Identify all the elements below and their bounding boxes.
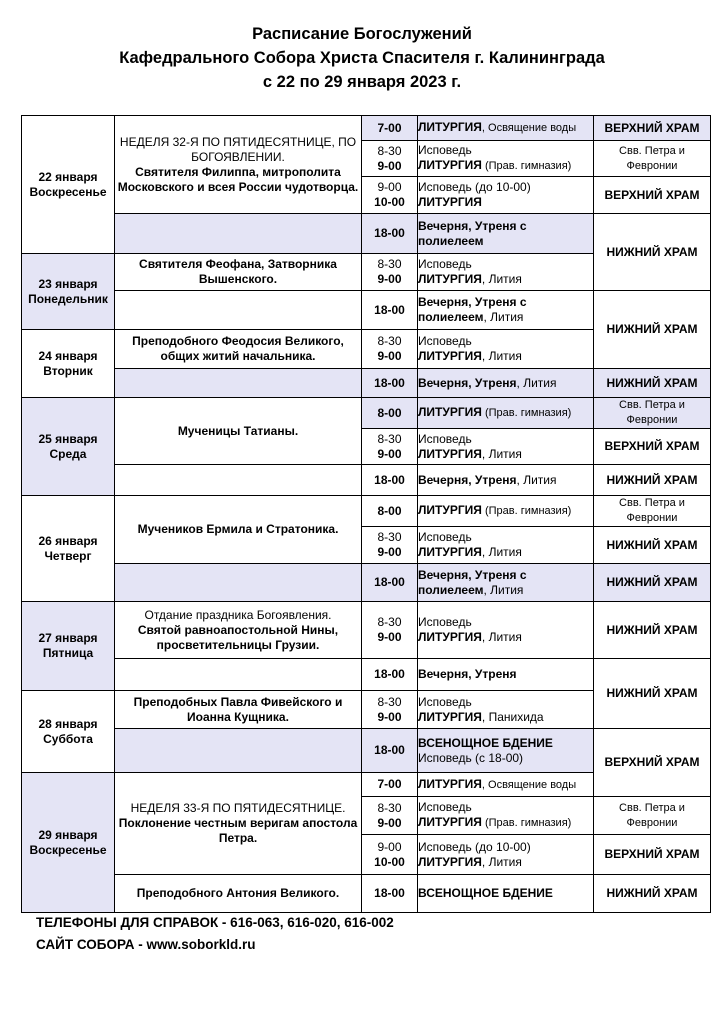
service-cell: Исповедь ЛИТУРГИЯ, Лития: [418, 254, 594, 291]
time-cell: 18-00: [362, 659, 418, 691]
time-cell: 8-30 9-00: [362, 602, 418, 659]
time-cell: 8-00: [362, 398, 418, 429]
date-label: 24 января: [38, 348, 98, 363]
time-cell: 8-30 9-00: [362, 527, 418, 564]
place-cell: ВЕРХНИЙ ХРАМ: [594, 177, 711, 214]
service-cell: Исповедь (до 10-00) ЛИТУРГИЯ: [418, 177, 594, 214]
service-cell: ВСЕНОЩНОЕ БДЕНИЕ Исповедь (с 18-00): [418, 729, 594, 773]
time-cell: 8-30 9-00: [362, 691, 418, 729]
place-cell: НИЖНИЙ ХРАМ: [594, 602, 711, 659]
table-row: [22, 398, 711, 429]
table-row: [22, 465, 711, 496]
feast-cell-23: [115, 254, 362, 291]
feast-cell-empty: [115, 291, 362, 330]
feast-cell-empty: [115, 729, 362, 773]
service-cell: Исповедь (до 10-00) ЛИТУРГИЯ, Лития: [418, 835, 594, 875]
feast-cell-27: [115, 602, 362, 659]
feast-cell-29b: [115, 875, 362, 913]
title-line-1: Расписание Богослужений: [252, 25, 472, 43]
table-row: [22, 214, 711, 254]
service-cell: ЛИТУРГИЯ (Прав. гимназия): [418, 496, 594, 527]
feast-cell-22: [115, 116, 362, 214]
time-cell: 18-00: [362, 564, 418, 602]
service-cell: Исповедь ЛИТУРГИЯ, Лития: [418, 527, 594, 564]
feast-saint: Поклонение честным веригам апостола Петра.: [118, 816, 358, 845]
feast-saint: Святителя Феофана, Затворника Вышенского.: [139, 257, 337, 286]
weekday-label: Четверг: [44, 548, 92, 563]
site-line: САЙТ СОБОРА - www.soborkld.ru: [36, 937, 256, 952]
service-cell: Исповедь ЛИТУРГИЯ, Лития: [418, 330, 594, 369]
place-cell: НИЖНИЙ ХРАМ: [594, 214, 711, 291]
time-cell: 9-00 10-00: [362, 835, 418, 875]
time-cell: 8-30 9-00: [362, 254, 418, 291]
time-cell: 18-00: [362, 875, 418, 913]
feast-cell-empty: [115, 659, 362, 691]
service-cell: ЛИТУРГИЯ, Освящение воды: [418, 116, 594, 141]
place-cell: Свв. Петра и Февронии: [594, 398, 711, 429]
weekday-label: Суббота: [43, 731, 93, 746]
place-cell: НИЖНИЙ ХРАМ: [594, 659, 711, 729]
feast-cell-26: [115, 496, 362, 564]
feast-cell-24: [115, 330, 362, 369]
feast-saint: Преподобного Антония Великого.: [136, 886, 340, 900]
table-row: [22, 564, 711, 602]
date-cell-26: [22, 496, 115, 602]
date-label: 27 января: [38, 631, 98, 645]
service-cell: Вечерня, Утреня, Лития: [418, 369, 594, 398]
feast-saint: Преподобных Павла Фивейского и Иоанна Кущника.: [133, 694, 343, 724]
feast-text: НЕДЕЛЯ 32-Я ПО ПЯТИДЕСЯТНИЦЕ, ПО БОГОЯВЛЕНИИ.: [119, 134, 357, 164]
date-cell-27: [22, 602, 115, 691]
table-row: [22, 369, 711, 398]
feast-cell-25: [115, 398, 362, 465]
feast-cell-empty: [115, 465, 362, 496]
title-line-3: с 22 по 29 января 2023 г.: [262, 73, 462, 91]
date-cell-22: [22, 116, 115, 254]
feast-cell-empty: [115, 369, 362, 398]
time-cell: 8-30 9-00: [362, 429, 418, 465]
feast-text: НЕДЕЛЯ 33-Я ПО ПЯТИДЕСЯТНИЦЕ.: [130, 801, 346, 815]
place-cell: ВЕРХНИЙ ХРАМ: [594, 116, 711, 141]
feast-text: Отдание праздника Богоявления.: [144, 607, 332, 622]
time-cell: 8-30 9-00: [362, 797, 418, 835]
service-cell: Исповедь ЛИТУРГИЯ, Лития: [418, 429, 594, 465]
table-row: [22, 116, 711, 141]
date-label: 22 января: [38, 169, 98, 184]
date-label: 26 января: [38, 533, 98, 548]
place-cell: НИЖНИЙ ХРАМ: [594, 875, 711, 913]
footer: [36, 912, 394, 956]
feast-saint: Святой равноапостольной Нины, просветительницы Грузии.: [137, 622, 339, 652]
service-cell: Вечерня, Утреня с полиелеем, Лития: [418, 564, 594, 602]
place-cell: НИЖНИЙ ХРАМ: [594, 369, 711, 398]
service-cell: Исповедь ЛИТУРГИЯ (Прав. гимназия): [418, 141, 594, 177]
feast-saint: Преподобного Феодосия Великого, общих житий начальника.: [132, 334, 344, 363]
feast-cell-29: [115, 773, 362, 875]
service-cell: Вечерня, Утреня: [418, 659, 594, 691]
table-row: [22, 496, 711, 527]
time-cell: 18-00: [362, 729, 418, 773]
weekday-label: Среда: [49, 446, 87, 461]
time-cell: 8-30 9-00: [362, 330, 418, 369]
place-cell: Свв. Петра и Февронии: [594, 141, 711, 177]
feast-saint: Мученицы Татианы.: [177, 423, 299, 438]
time-cell: 18-00: [362, 465, 418, 496]
place-cell: Свв. Петра и Февронии: [594, 797, 711, 835]
table-row: [22, 291, 711, 330]
date-label: 28 января: [38, 716, 98, 731]
feast-saint: Мучеников Ермила и Стратоника.: [137, 522, 339, 536]
date-label: 23 января: [38, 276, 98, 291]
place-cell: ВЕРХНИЙ ХРАМ: [594, 835, 711, 875]
service-cell: Вечерня, Утреня с полиелеем, Лития: [418, 291, 594, 330]
place-cell: НИЖНИЙ ХРАМ: [594, 564, 711, 602]
date-label: 25 января: [38, 431, 98, 446]
time-cell: 7-00: [362, 773, 418, 797]
service-cell: Исповедь ЛИТУРГИЯ (Прав. гимназия): [418, 797, 594, 835]
service-cell: ВСЕНОЩНОЕ БДЕНИЕ: [418, 875, 594, 913]
service-cell: ЛИТУРГИЯ (Прав. гимназия): [418, 398, 594, 429]
date-label: 29 января: [38, 827, 98, 842]
feast-saint: Святителя Филиппа, митрополита Московского и всея России чудотворца.: [117, 164, 359, 194]
time-cell: 18-00: [362, 291, 418, 330]
weekday-label: Понедельник: [28, 291, 108, 306]
place-cell: ВЕРХНИЙ ХРАМ: [594, 429, 711, 465]
table-row: [22, 602, 711, 659]
service-cell: ЛИТУРГИЯ, Освящение воды: [418, 773, 594, 797]
date-cell-23: [22, 254, 115, 330]
feast-cell-empty: [115, 564, 362, 602]
title-line-2: Кафедрального Собора Христа Спасителя г. Калининграда: [119, 49, 605, 67]
table-row: [22, 875, 711, 913]
place-cell: Свв. Петра и Февронии: [594, 496, 711, 527]
place-cell: НИЖНИЙ ХРАМ: [594, 291, 711, 369]
time-cell: 9-00 10-00: [362, 177, 418, 214]
place-cell: НИЖНИЙ ХРАМ: [594, 465, 711, 496]
page-title: [0, 22, 724, 94]
phones-line: ТЕЛЕФОНЫ ДЛЯ СПРАВОК - 616-063, 616-020, 616-002: [36, 915, 394, 930]
weekday-label: Пятница: [42, 646, 94, 660]
time-cell: 18-00: [362, 369, 418, 398]
service-cell: Исповедь ЛИТУРГИЯ, Лития: [418, 602, 594, 659]
table-row: [22, 729, 711, 773]
weekday-label: Вторник: [43, 363, 93, 378]
feast-cell-empty: [115, 214, 362, 254]
feast-cell-28: [115, 691, 362, 729]
date-cell-25: [22, 398, 115, 496]
time-cell: 8-00: [362, 496, 418, 527]
time-cell: 8-30 9-00: [362, 141, 418, 177]
date-cell-29: [22, 773, 115, 913]
service-cell: Исповедь ЛИТУРГИЯ, Панихида: [418, 691, 594, 729]
place-cell: ВЕРХНИЙ ХРАМ: [594, 729, 711, 797]
weekday-label: Воскресенье: [29, 842, 107, 857]
time-cell: 7-00: [362, 116, 418, 141]
time-cell: 18-00: [362, 214, 418, 254]
service-cell: Вечерня, Утреня, Лития: [418, 465, 594, 496]
date-cell-24: [22, 330, 115, 398]
schedule-table: [21, 115, 711, 913]
place-cell: НИЖНИЙ ХРАМ: [594, 527, 711, 564]
weekday-label: Воскресенье: [29, 184, 107, 199]
date-cell-28: [22, 691, 115, 773]
table-row: [22, 659, 711, 691]
service-cell: Вечерня, Утреня с полиелеем: [418, 214, 594, 254]
